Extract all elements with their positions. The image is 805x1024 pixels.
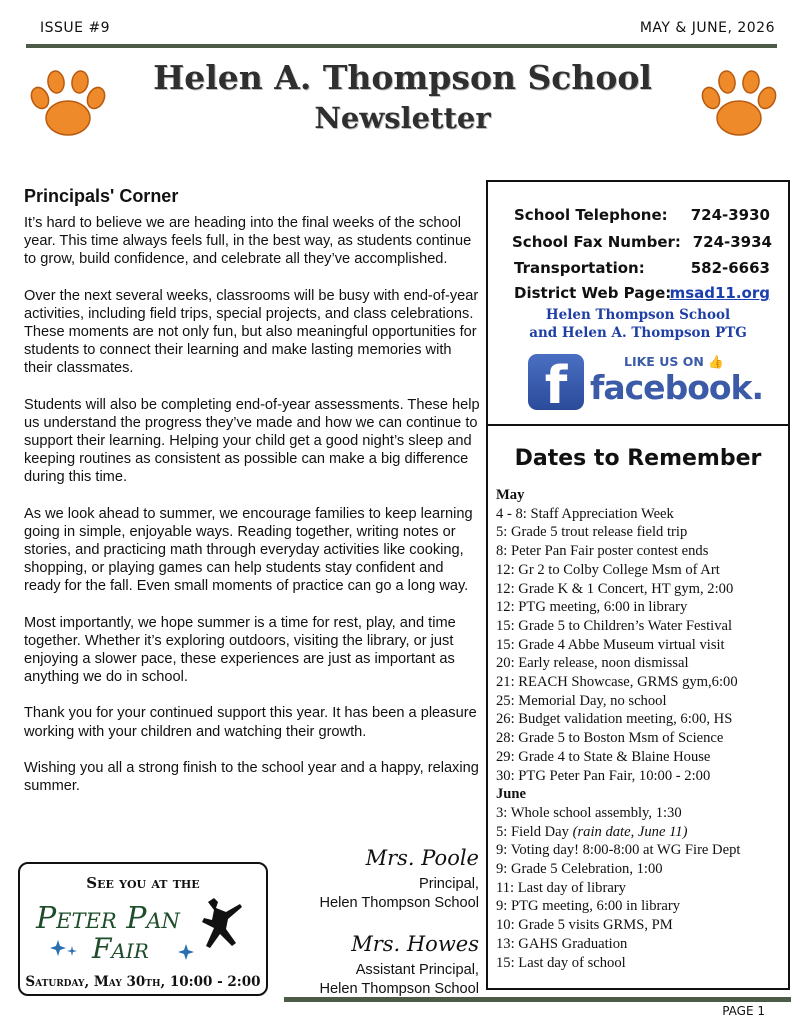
transportation-label: Transportation: xyxy=(514,259,645,277)
ptg-line: Helen Thompson School xyxy=(545,307,731,323)
issue-date: MAY & JUNE, 2026 xyxy=(639,20,775,36)
list-item: 12: Gr 2 to Colby College Msm of Art xyxy=(496,561,720,578)
list-item: 15: Last day of school xyxy=(496,954,626,971)
page-number: PAGE 1 xyxy=(722,1004,765,1018)
fax-label: School Fax Number: xyxy=(512,233,681,251)
like-us-label: LIKE US ON xyxy=(624,354,704,369)
newsletter-title xyxy=(110,58,695,138)
principals-corner-heading: Principals' Corner xyxy=(24,186,179,206)
paragraph: Over the next several weeks, classrooms will be busy with end-of-year activities, including field trips, special projects, and class celebrations. These moments are not only fun, but also meaningful opportunities for students to connect their learning and make lasting memories with their classmates. xyxy=(24,287,479,377)
list-item: 30: PTG Peter Pan Fair, 10:00 - 2:00 xyxy=(496,767,711,784)
title-line: Assistant Principal, xyxy=(355,962,479,978)
fair-line-1: Peter Pan xyxy=(36,901,180,936)
principal-title xyxy=(319,875,479,913)
district-web-link[interactable]: msad11.org xyxy=(669,284,770,302)
paragraph: Thank you for your continued support this year. It has been a pleasure working with your children and watching their growth. xyxy=(24,705,477,740)
rain-date-note: (rain date, June 11) xyxy=(572,823,688,840)
principal-signature: Mrs. Poole xyxy=(365,846,479,870)
paragraph: Wishing you all a strong finish to the school year and a happy, relaxing summer. xyxy=(24,759,479,795)
list-item: 4 - 8: Staff Appreciation Week xyxy=(496,505,674,522)
list-item: 29: Grade 4 to State & Blaine House xyxy=(496,748,711,765)
list-item: 3: Whole school assembly, 1:30 xyxy=(496,804,682,821)
list-item: 12: Grade K & 1 Concert, HT gym, 2:00 xyxy=(496,580,734,597)
peter-pan-fair-logo xyxy=(28,894,260,964)
ptg-line: and Helen A. Thompson PTG xyxy=(529,325,747,341)
paragraph: Most importantly, we hope summer is a time for rest, play, and time together. Whether it’s exploring outdoors, visiting the library, or just enjoying a slower pace, these experiences are just as important as anything we do in school. xyxy=(24,614,456,686)
peter-pan-silhouette-icon xyxy=(202,898,242,948)
list-item xyxy=(496,823,788,842)
list-item: 20: Early release, noon dismissal xyxy=(496,655,689,672)
dates-title: Dates to Remember xyxy=(514,446,762,471)
list-item: 12: PTG meeting, 6:00 in library xyxy=(496,599,688,616)
newsletter-label: Newsletter xyxy=(314,101,491,135)
peter-pan-fair-box xyxy=(18,862,268,996)
list-item: 9: Grade 5 Celebration, 1:00 xyxy=(496,861,663,878)
list-item: 25: Memorial Day, no school xyxy=(496,692,667,709)
list-item: 15: Grade 4 Abbe Museum virtual visit xyxy=(496,636,725,653)
list-item: 9: Voting day! 8:00-8:00 at WG Fire Dept xyxy=(496,842,741,859)
paragraph: As we look ahead to summer, we encourage families to keep learning going in simple, enjoyable ways. Reading together, writing notes or stories, and practicing math through everyday activities like cooking, shopping, or playing games can help students stay confident and ready for the fall. Even small moments of practice can go a long way. xyxy=(24,505,473,595)
fair-line-2: Fair xyxy=(92,932,149,964)
list-item: 10: Grade 5 visits GRMS, PM xyxy=(496,917,673,934)
school-name: Helen A. Thompson School xyxy=(153,58,652,97)
title-line: Principal, xyxy=(418,876,479,892)
list-item: 28: Grade 5 to Boston Msm of Science xyxy=(496,730,724,747)
paw-print-icon xyxy=(699,68,779,140)
title-line: Helen Thompson School xyxy=(319,895,479,911)
fair-date: Saturday, May 30th, 10:00 - 2:00 xyxy=(25,974,261,990)
contact-info-box xyxy=(486,180,790,426)
paw-print-icon xyxy=(28,68,108,140)
assistant-principal-signature: Mrs. Howes xyxy=(351,932,479,956)
transportation-value: 582-6663 xyxy=(690,259,770,277)
title-line: Helen Thompson School xyxy=(319,981,479,997)
list-item: 15: Grade 5 to Children’s Water Festival xyxy=(496,617,733,634)
see-you-text: See you at the xyxy=(86,874,200,892)
list-item: 9: PTG meeting, 6:00 in library xyxy=(496,898,681,915)
facebook-like-button[interactable] xyxy=(528,350,764,416)
list-item: 8: Peter Pan Fair poster contest ends xyxy=(496,543,709,560)
month-heading-june: June xyxy=(496,786,527,803)
list-item: 21: REACH Showcase, GRMS gym,6:00 xyxy=(496,674,738,691)
dates-list xyxy=(496,486,788,972)
header-rule xyxy=(26,44,777,48)
dates-to-remember-box xyxy=(486,424,790,990)
ptg-facebook-text xyxy=(488,306,788,342)
assistant-principal-title xyxy=(319,961,479,999)
list-item: 5: Grade 5 trout release field trip xyxy=(496,524,688,541)
field-day-text: 5: Field Day xyxy=(496,823,569,840)
principals-corner-body xyxy=(24,214,482,813)
paragraph: Students will also be completing end-of-year assessments. These help us understand the progress they’ve made and how we can continue to support their learning. Helping your child get a good night’s sleep and keeping routines as consistent as possible can make a big difference during this time. xyxy=(24,396,480,486)
telephone-value: 724-3930 xyxy=(690,206,770,224)
list-item: 26: Budget validation meeting, 6:00, HS xyxy=(496,711,733,728)
thumbs-up-icon: 👍 xyxy=(708,354,724,369)
list-item: 11: Last day of library xyxy=(496,879,626,896)
web-page-label: District Web Page: xyxy=(514,284,672,302)
fax-value: 724-3934 xyxy=(692,233,772,251)
facebook-icon: f xyxy=(528,354,584,410)
issue-number: ISSUE #9 xyxy=(40,20,111,36)
list-item: 13: GAHS Graduation xyxy=(496,935,628,952)
footer-rule xyxy=(284,997,791,1002)
paragraph: It’s hard to believe we are heading into the final weeks of the school year. This time always feels full, in the best way, as students continue to grow, build confidence, and celebrate all they’ve accomplished. xyxy=(24,215,472,268)
facebook-wordmark: facebook. xyxy=(590,368,764,407)
telephone-label: School Telephone: xyxy=(514,206,668,224)
month-heading-may: May xyxy=(496,487,525,503)
